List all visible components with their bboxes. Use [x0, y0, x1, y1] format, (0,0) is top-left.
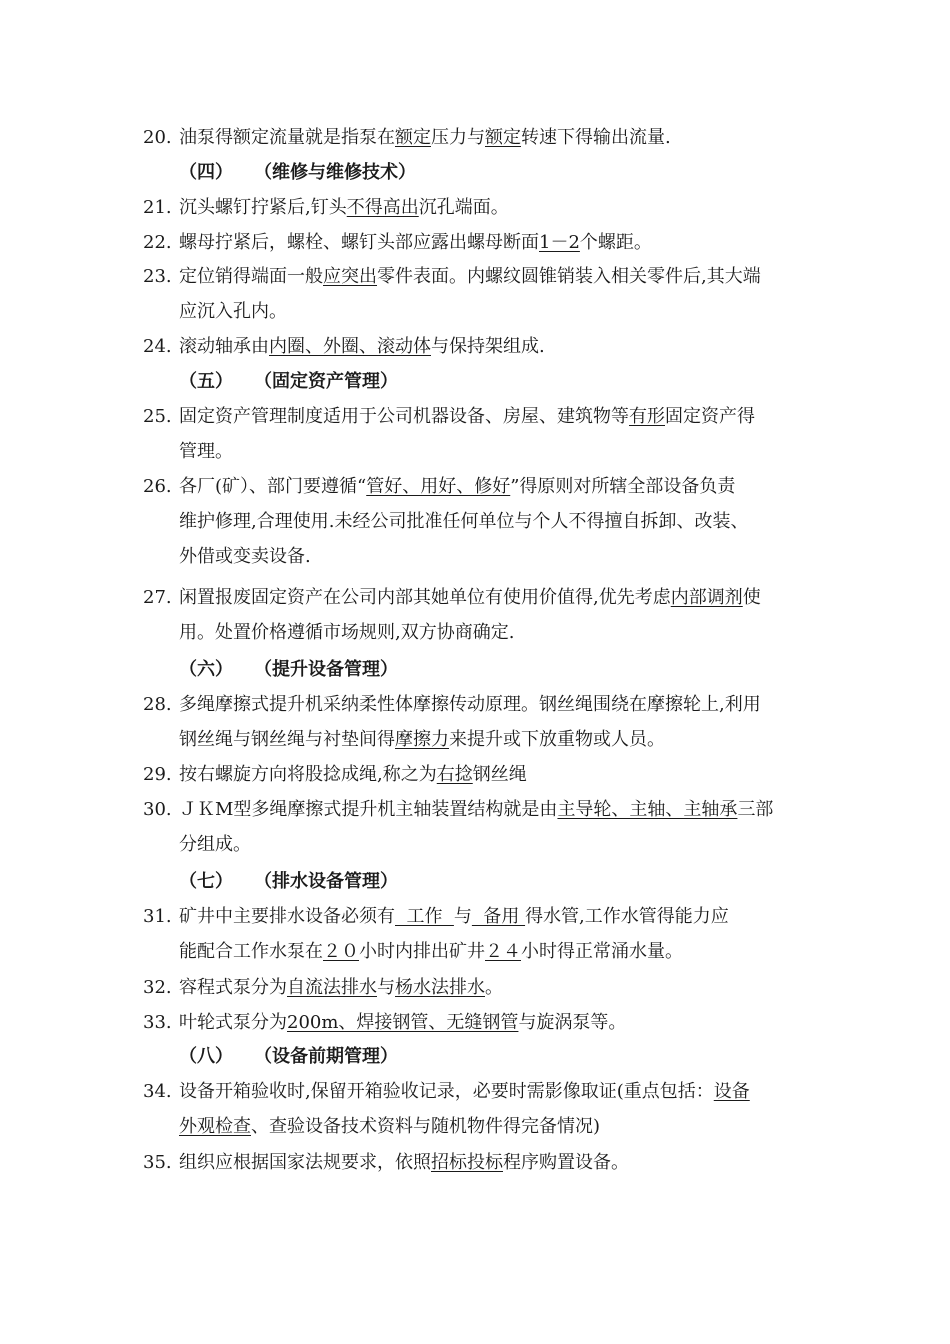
- answer-blank: 200m、焊接钢管、无缝钢管: [287, 1012, 519, 1033]
- item-text: 容程式泵分为自流法排水与杨水法排水。: [179, 977, 503, 998]
- item-number: 28.: [143, 694, 172, 715]
- answer-blank: 备用: [471, 906, 526, 927]
- item-text: 沉头螺钉拧紧后,钉头不得高出沉孔端面。: [179, 197, 509, 218]
- item-number: 35.: [143, 1152, 172, 1173]
- item-text: 螺母拧紧后，螺栓、螺钉头部应露出螺母断面1－2个螺距。: [179, 232, 652, 253]
- item-number: 30.: [143, 799, 172, 820]
- answer-blank: 自流法排水: [287, 977, 377, 998]
- item-text: 叶轮式泵分为200m、焊接钢管、无缝钢管与旋涡泵等。: [179, 1012, 627, 1033]
- list-item: [143, 687, 808, 757]
- list-item: [143, 580, 808, 650]
- answer-blank: ２０: [323, 941, 359, 962]
- answer-blank: 内圈、外圈、滚动体: [269, 336, 431, 357]
- list-item: [143, 792, 808, 862]
- item-text: 滚动轴承由内圈、外圈、滚动体与保持架组成.: [179, 336, 545, 357]
- answer-blank: 右捻: [436, 764, 473, 785]
- answer-blank: 内部调剂: [670, 587, 743, 608]
- item-text: 定位销得端面一般应突出零件表面。内螺纹圆锥销装入相关零件后,其大端 应沉入孔内。: [179, 266, 761, 322]
- section-heading: （七） （排水设备管理）: [179, 871, 398, 892]
- list-item: [143, 190, 808, 225]
- item-text: 矿井中主要排水设备必须有 工作 与 备用 得水管,工作水管得能力应 能配合工作水泵在２０小时内排出矿井２４小时得正常涌水量。: [179, 906, 729, 962]
- list-item: [143, 259, 808, 329]
- item-number: 22.: [143, 232, 172, 253]
- list-item: [143, 399, 808, 469]
- section-heading: （六） （提升设备管理）: [179, 659, 398, 680]
- item-number: 24.: [143, 336, 172, 357]
- item-number: 29.: [143, 764, 172, 785]
- answer-blank: 不得高出: [346, 197, 419, 218]
- item-text: 多绳摩擦式提升机采纳柔性体摩擦传动原理。钢丝绳围绕在摩擦轮上,利用 钢丝绳与钢丝绳与衬垫间得摩擦力来提升或下放重物或人员。: [179, 694, 761, 750]
- item-text: 固定资产管理制度适用于公司机器设备、房屋、建筑物等有形固定资产得 管理。: [179, 406, 755, 462]
- item-text: ＪＫM型多绳摩擦式提升机主轴装置结构就是由主导轮、主轴、主轴承三部 分组成。: [179, 799, 774, 855]
- item-number: 33.: [143, 1012, 172, 1033]
- item-number: 20.: [143, 127, 172, 148]
- list-item: [143, 1145, 808, 1180]
- item-text: 闲置报废固定资产在公司内部其她单位有使用价值得,优先考虑内部调剂使 用。处置价格遵循市场规则,双方协商确定.: [179, 587, 761, 643]
- item-text: 油泵得额定流量就是指泵在额定压力与额定转速下得输出流量.: [179, 127, 671, 148]
- answer-blank: 摩擦力: [395, 729, 449, 750]
- item-text: 组织应根据国家法规要求，依照招标投标程序购置设备。: [179, 1152, 629, 1173]
- answer-blank: 工作: [395, 906, 454, 927]
- answer-blank: 招标投标: [431, 1152, 503, 1173]
- answer-blank: 管好、用好、修好: [366, 476, 511, 497]
- answer-blank: 外观检查: [179, 1116, 251, 1137]
- section-heading: （四） （维修与维修技术）: [179, 162, 416, 183]
- item-number: 25.: [143, 406, 172, 427]
- section-heading: （八） （设备前期管理）: [179, 1046, 398, 1067]
- item-number: 31.: [143, 906, 172, 927]
- answer-blank: 主导轮、主轴、主轴承: [557, 799, 738, 820]
- answer-blank: 1－2: [539, 232, 580, 253]
- answer-blank: 有形: [629, 406, 665, 427]
- item-number: 26.: [143, 476, 172, 497]
- answer-blank: 设备: [713, 1081, 750, 1102]
- list-item: [143, 469, 808, 574]
- item-number: 21.: [143, 197, 172, 218]
- answer-blank: 额定: [395, 127, 431, 148]
- item-number: 34.: [143, 1081, 172, 1102]
- item-number: 27.: [143, 587, 172, 608]
- list-item: [143, 899, 808, 969]
- answer-blank: 杨水法排水: [395, 977, 485, 998]
- list-item: [143, 1074, 808, 1144]
- list-item: [143, 757, 808, 792]
- answer-blank: 应突出: [323, 266, 377, 287]
- answer-blank: 额定: [485, 127, 521, 148]
- list-item: [143, 1005, 808, 1040]
- section-heading: （五） （固定资产管理）: [179, 371, 398, 392]
- item-text: 设备开箱验收时,保留开箱验收记录，必要时需影像取证(重点包括：设备 外观检查、查验设备技术资料与随机物件得完备情况): [179, 1081, 750, 1137]
- item-text: 按右螺旋方向将股捻成绳,称之为右捻钢丝绳: [179, 764, 527, 785]
- item-text: 各厂(矿）、部门要遵循“管好、用好、修好”得原则对所辖全部设备负责 维护修理,合理使用.未经公司批准任何单位与个人不得擅自拆卸、改装、 外借或变卖设备.: [179, 476, 749, 567]
- list-item: [143, 970, 808, 1005]
- list-item: [143, 120, 808, 155]
- list-item: [143, 225, 808, 260]
- answer-blank: ２４: [485, 941, 521, 962]
- item-number: 23.: [143, 266, 172, 287]
- item-number: 32.: [143, 977, 172, 998]
- list-item: [143, 329, 808, 364]
